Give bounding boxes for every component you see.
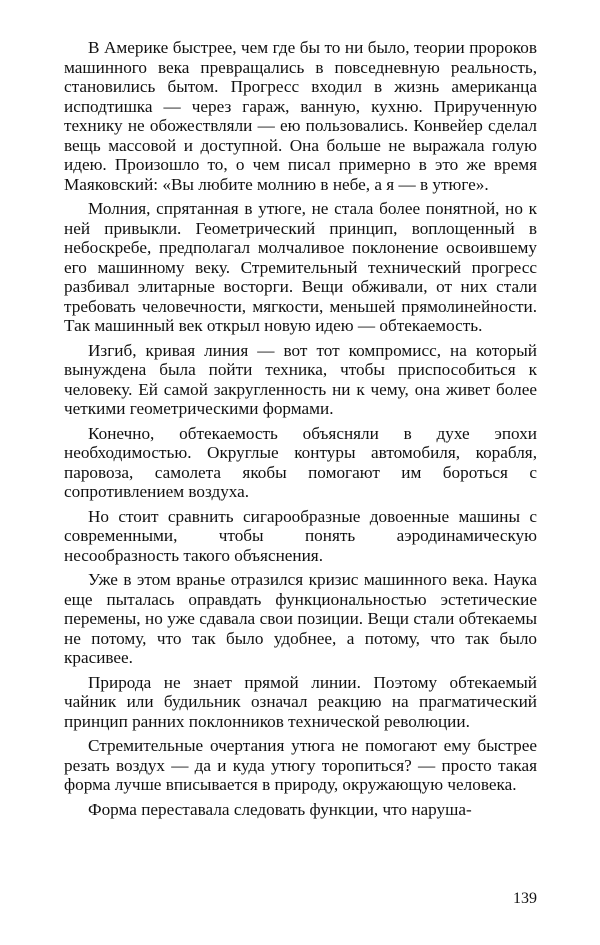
paragraph-5: Но стоит сравнить сигарообразные довоенные машины с современными, чтобы понять аэродинамическую несообразность такого объяснения.	[64, 506, 537, 565]
paragraph-8: Стремительные очертания утюга не помогают ему быстрее резать воздух — да и куда утюгу торопиться? — просто такая форма лучше вписывается в природу, окружающую человека.	[64, 736, 537, 794]
paragraph-1: В Америке быстрее, чем где бы то ни было, теории пророков машинного века превращались в повседневную реальность, становились бытом. Прогресс входил в жизнь американца исподтишка — через гараж, ванную, кухню. Прирученную технику не обожествляли — ею пользовались. Конвейер сделал вещь массовой и доступной. Она больше не выражала голую идею. Произошло то, о чем писал примерно в это же время Маяковский: «Вы любите молнию в небе, а я — в утюге».	[64, 38, 537, 194]
body-text	[64, 38, 537, 824]
paragraph-4: Конечно, обтекаемость объясняли в духе эпохи необходимостью. Округлые контуры автомобиля, корабля, паровоза, самолета якобы помогают им бороться с сопротивлением воздуха.	[64, 423, 537, 501]
paragraph-3: Изгиб, кривая линия — вот тот компромисс, на который вынуждена была пойти техника, чтобы приспособиться к человеку. Ей самой закругленность ни к чему, она живет более четкими геометрическими формами.	[64, 340, 537, 418]
paragraph-9: Форма переставала следовать функции, что наруша-	[88, 799, 472, 819]
paragraph-6: Уже в этом вранье отразился кризис машинного века. Наука еще пыталась оправдать функциональностью эстетические перемены, но уже сдавала свои позиции. Вещи стали обтекаемы не потому, что так было удобнее, а потому, что так было красивее.	[64, 570, 537, 667]
page-number: 139	[513, 890, 537, 907]
paragraph-2: Молния, спрятанная в утюге, не стала более понятной, но к ней привыкли. Геометрический принцип, воплощенный в небоскребе, предполагал молчаливое поклонение освоившему его машинному веку. Стремительный технический прогресс разбивал элитарные восторги. Вещи обживали, от них стали требовать человечности, мягкости, меньшей прямолинейности. Так машинный век открыл новую идею — обтекаемость.	[64, 199, 537, 335]
paragraph-7: Природа не знает прямой линии. Поэтому обтекаемый чайник или будильник означал реакцию на прагматический принцип ранних поклонников технической революции.	[64, 672, 537, 731]
